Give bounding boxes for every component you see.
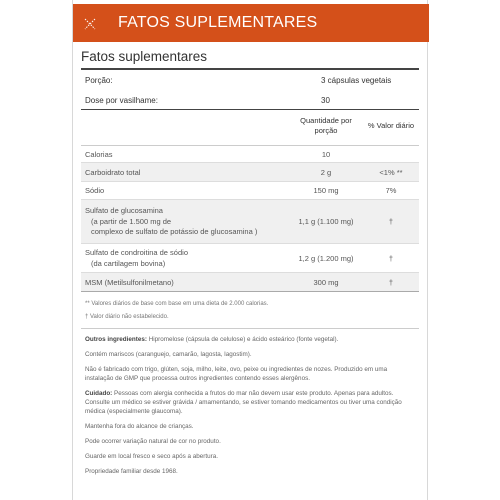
table-row [81, 200, 419, 244]
row-dv: † [388, 217, 394, 226]
amount-header-line2: porção [314, 126, 338, 135]
header-banner [73, 4, 429, 42]
row-dv: † [388, 254, 394, 263]
row-name [85, 248, 188, 269]
row-dv: † [388, 278, 394, 287]
row-name-line: Sulfato de glucosamina [85, 206, 163, 215]
daily-value-header: % Valor diário [367, 121, 415, 130]
contains-statement: Contém mariscos (caranguejo, camarão, lagosta, lagostim). [85, 351, 252, 358]
footnote-not-established: † Valor diário não estabelecido. [85, 314, 169, 320]
row-amount: 1,1 g (1.100 mg) [298, 217, 354, 226]
servings-per-container-row [81, 90, 419, 110]
row-amount: 150 mg [313, 186, 339, 195]
servings-per-container-label: Dose por vasilhame: [85, 96, 158, 105]
table-row [81, 146, 419, 163]
row-amount: 1,2 g (1.200 mg) [298, 254, 354, 263]
row-name-line: (da cartilagem bovina) [91, 258, 166, 268]
row-name: MSM (Metilsulfonilmetano) [85, 278, 174, 287]
serving-size-value: 3 cápsulas vegetais [321, 76, 392, 85]
row-name: Carboidrato total [85, 168, 141, 177]
other-ingredients-label: Outros ingredientes: [85, 336, 147, 343]
other-ingredients-text: Hipromelose (cápsula de celulose) e ácido esteárico (fonte vegetal). [148, 336, 339, 343]
panel-title: Fatos suplementares [81, 42, 419, 70]
servings-per-container-value: 30 [321, 96, 330, 105]
row-amount: 10 [321, 150, 331, 159]
serving-size-row [81, 70, 419, 90]
caution-label: Cuidado: [85, 390, 113, 397]
row-dv: <1% ** [379, 168, 403, 177]
row-name-line: (a partir de 1.500 mg de [91, 216, 172, 226]
caution-text: Pessoas com alergia conhecida a frutos do mar não devem usar este produto. Apenas para adultos. Consulte um médico se estiver grávida / amamentando, se estiver tomando medicamentos ou tiver uma condição médica (especialmente glaucoma). [85, 390, 402, 415]
other-ingredients [81, 335, 419, 344]
caution-statement [81, 389, 419, 416]
x-mark-icon [84, 17, 96, 29]
table-row [81, 182, 419, 200]
row-name: Calorias [85, 150, 113, 159]
amount-header-line1: Quantidade por [300, 116, 352, 125]
row-amount: 2 g [320, 168, 332, 177]
allergen-statement: Não é fabricado com trigo, glúten, soja, milho, leite, ovo, peixe ou ingredientes de nozes. Produzido em uma instalação de GMP que processa outros ingredientes contendo esses alergênos. [85, 366, 388, 382]
row-name-line: complexo de sulfato de potássio de glucosamina ) [91, 227, 258, 236]
row-name [85, 206, 257, 238]
table-row [81, 163, 419, 182]
banner-title: FATOS SUPLEMENTARES [118, 14, 318, 31]
row-amount: 300 mg [313, 278, 339, 287]
amount-header [291, 116, 361, 136]
row-name: Sódio [85, 186, 105, 195]
family-owned-statement: Propriedade familiar desde 1968. [85, 468, 178, 475]
color-variation-statement: Pode ocorrer variação natural de cor no produto. [85, 438, 221, 445]
footnote-daily-values: ** Valores diários de base com base em uma dieta de 2.000 calorias. [85, 301, 269, 307]
table-row [81, 273, 419, 292]
row-name-line: Sulfato de condroitina de sódio [85, 248, 188, 257]
table-row [81, 244, 419, 273]
table-header [81, 110, 419, 146]
supplement-facts-panel [72, 0, 428, 500]
storage-statement: Guarde em local fresco e seco após a abertura. [85, 453, 219, 460]
serving-size-label: Porção: [85, 76, 113, 85]
keep-away-statement: Mantenha fora do alcance de crianças. [85, 423, 194, 430]
row-dv: 7% [385, 186, 397, 195]
